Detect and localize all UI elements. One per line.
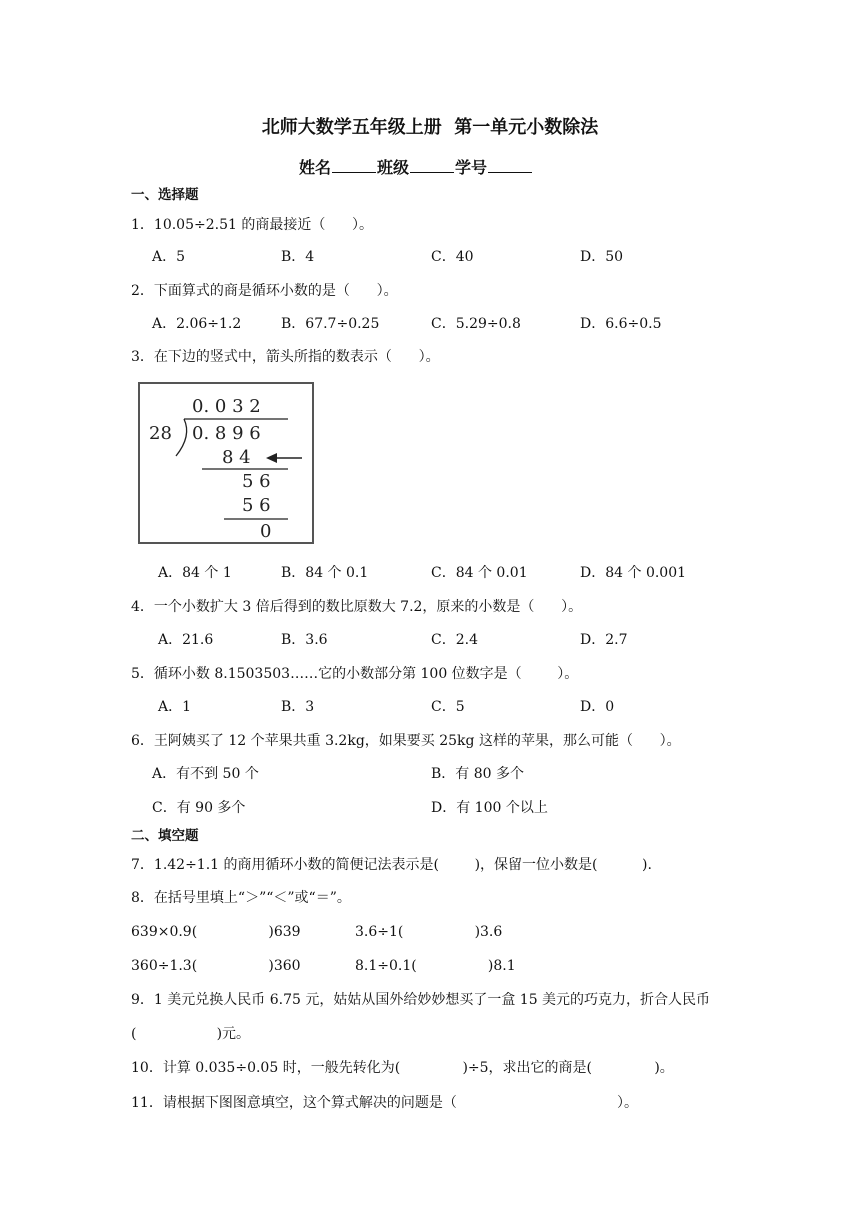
q2-option-d[interactable]: D．6.6÷0.5	[580, 316, 662, 332]
q8-row2-right[interactable]: 8.1÷0.1( )8.1	[355, 958, 516, 974]
question-1: 1．10.05÷2.51 的商最接近（ ）。	[131, 217, 374, 233]
q4-option-d[interactable]: D．2.7	[580, 632, 628, 648]
q1-option-c[interactable]: C．40	[431, 249, 474, 265]
q5-option-b[interactable]: B．3	[281, 699, 315, 715]
q5-option-c[interactable]: C．5	[431, 699, 465, 715]
q6-option-a[interactable]: A．有不到 50 个	[152, 766, 259, 782]
question-5: 5．循环小数 8.1503503……它的小数部分第 100 位数字是（ ）。	[131, 666, 579, 682]
long-division-diagram	[140, 384, 312, 542]
step3-text: 5 6	[242, 495, 271, 516]
q6-option-d[interactable]: D．有 100 个以上	[431, 800, 548, 816]
q2-option-b[interactable]: B．67.7÷0.25	[281, 316, 380, 332]
q3-option-d[interactable]: D．84 个 0.001	[580, 565, 687, 581]
question-8: 8．在括号里填上“＞”“＜”或“＝”。	[131, 890, 351, 906]
q1-option-a[interactable]: A．5	[152, 249, 186, 265]
section-fill: 二、填空题	[131, 828, 199, 844]
question-3: 3．在下边的竖式中，箭头所指的数表示（ ）。	[131, 349, 440, 365]
q3-option-b[interactable]: B．84 个 0.1	[281, 565, 369, 581]
quotient-text: 0. 0 3 2	[192, 396, 261, 417]
dividend-text: 0. 8 9 6	[192, 423, 261, 444]
q4-option-a[interactable]: A．21.6	[158, 632, 214, 648]
page-title: 北师大数学五年级上册 第一单元小数除法	[261, 117, 599, 138]
question-4: 4．一个小数扩大 3 倍后得到的数比原数大 7.2，原来的小数是（ ）。	[131, 599, 583, 615]
step1-text: 8 4	[222, 447, 251, 468]
question-9-line1: 9．1 美元兑换人民币 6.75 元，姑姑从国外给妙妙想买了一盒 15 美元的巧克力，折合人民币	[131, 992, 711, 1008]
question-11[interactable]: 11．请根据下图图意填空，这个算式解决的问题是（ ）。	[131, 1095, 639, 1111]
q5-option-a[interactable]: A．1	[158, 699, 192, 715]
remainder-text: 0	[260, 521, 272, 542]
divisor-text: 28	[149, 423, 172, 444]
student-info	[299, 158, 533, 177]
q3-option-c[interactable]: C．84 个 0.01	[431, 565, 528, 581]
id-label: 学号	[455, 158, 488, 177]
question-10[interactable]: 10．计算 0.035÷0.05 时，一般先转化为( )÷5，求出它的商是( )。	[131, 1060, 674, 1076]
division-bracket	[176, 419, 187, 456]
step2-text: 5 6	[242, 471, 271, 492]
q8-row2-left[interactable]: 360÷1.3( )360	[131, 958, 301, 974]
q5-option-d[interactable]: D．0	[580, 699, 615, 715]
q1-option-b[interactable]: B．4	[281, 249, 315, 265]
long-division-figure	[138, 382, 314, 544]
q4-option-c[interactable]: C．2.4	[431, 632, 478, 648]
q3-option-a[interactable]: A．84 个 1	[158, 565, 232, 581]
q8-row1-left[interactable]: 639×0.9( )639	[131, 924, 301, 940]
question-7: 7．1.42÷1.1 的商用循环小数的简便记法表示是( )，保留一位小数是( ).	[131, 857, 652, 873]
name-blank[interactable]	[332, 171, 376, 173]
question-6: 6．王阿姨买了 12 个苹果共重 3.2kg，如果要买 25kg 这样的苹果，那么可能（ ）。	[131, 733, 681, 749]
q8-row1-right[interactable]: 3.6÷1( )3.6	[355, 924, 503, 940]
arrow-head-icon	[266, 453, 277, 463]
q4-option-b[interactable]: B．3.6	[281, 632, 328, 648]
class-blank[interactable]	[410, 171, 454, 173]
q2-option-c[interactable]: C．5.29÷0.8	[431, 316, 521, 332]
q2-option-a[interactable]: A．2.06÷1.2	[152, 316, 242, 332]
q6-option-c[interactable]: C．有 90 多个	[152, 800, 246, 816]
q1-option-d[interactable]: D．50	[580, 249, 624, 265]
question-9-line2[interactable]: ( )元。	[131, 1026, 251, 1042]
class-label: 班级	[377, 158, 410, 177]
name-label: 姓名	[299, 158, 332, 177]
question-2: 2．下面算式的商是循环小数的是（ ）。	[131, 283, 398, 299]
q6-option-b[interactable]: B．有 80 多个	[431, 766, 525, 782]
section-choice: 一、选择题	[131, 187, 199, 203]
id-blank[interactable]	[488, 171, 532, 173]
